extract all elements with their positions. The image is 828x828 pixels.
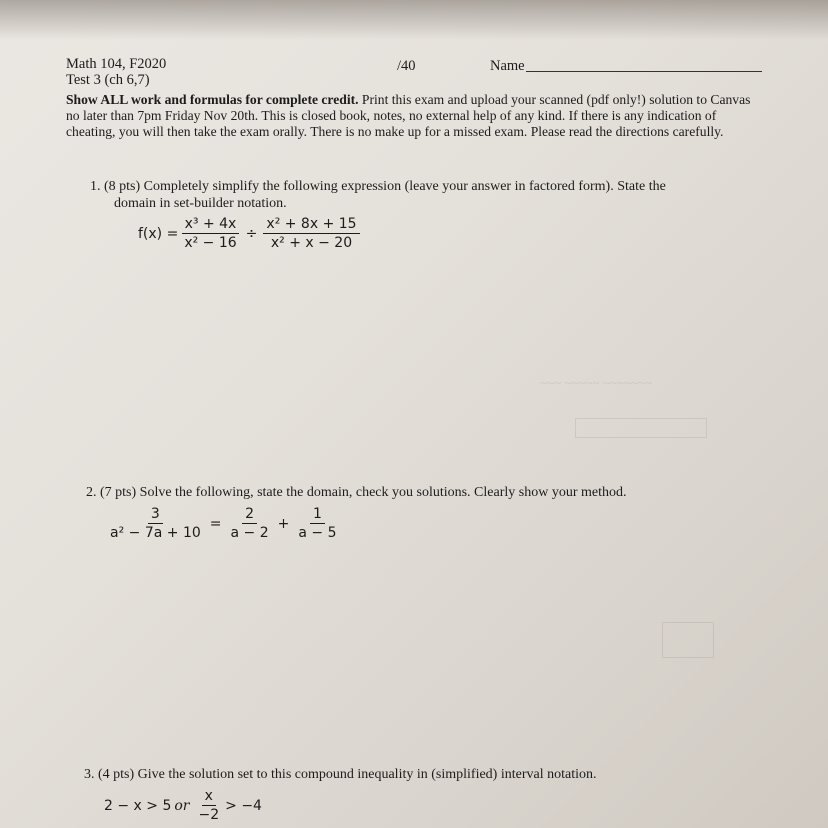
question-3-number: 3. [84,767,95,782]
question-1-text-2: domain in set-builder notation. [114,196,287,211]
question-1 [90,178,750,212]
question-2-equation [104,506,342,541]
instructions [66,92,756,140]
question-2-number: 2. [86,485,97,500]
name-blank-line [526,71,762,72]
numerator: 2 [242,506,257,524]
function-label: f(x) = [138,225,179,242]
question-3 [84,766,744,783]
course-title: Math 104, F2020 [66,56,167,72]
numerator: x² + 8x + 15 [263,216,359,234]
question-1-expression [138,216,363,251]
numerator: x [202,788,216,806]
fraction [228,506,272,541]
denominator: a − 5 [298,525,337,541]
page-shadow [0,0,828,40]
name-label: Name [490,58,525,74]
plus-sign: + [277,515,290,532]
numerator: 1 [310,506,325,524]
fraction [295,506,339,541]
question-3-inequality [104,788,262,823]
bleed-through-mark: ~~~ ~~~~~ ~~~~~~~ [540,375,652,390]
question-3-text: (4 pts) Give the solution set to this compound inequality in (simplified) interval notation. [98,767,597,782]
test-title: Test 3 (ch 6,7) [66,72,150,88]
question-1-text: (8 pts) Completely simplify the following expression (leave your answer in factored form). State the [104,179,666,194]
numerator: x³ + 4x [182,216,240,234]
or-word: or [174,797,190,814]
score-field: /40 [397,58,416,74]
divide-operator: ÷ [245,225,258,242]
question-2 [86,484,746,501]
numerator: 3 [148,506,163,524]
fraction [181,216,239,251]
instructions-text: Print this exam and upload your scanned (pdf only!) solution to Canvas no later than 7pm Friday Nov 20th. This is closed book, notes, no external help of any kind. If there is any indication of cheating, you will then take the exam orally. There is no make up for a missed exam. Please read the directions carefully. [66,92,751,139]
question-1-number: 1. [90,179,101,194]
inequality-part-1: 2 − x > 5 [104,797,172,814]
instructions-bold: Show ALL work and formulas for complete credit. [66,92,359,107]
denominator: −2 [198,807,220,823]
denominator: a − 2 [230,525,269,541]
equals-sign: = [209,515,222,532]
bleed-through-box [575,418,707,438]
fraction [107,506,204,541]
denominator: x² − 16 [184,235,237,251]
fraction [263,216,359,251]
fraction [196,788,223,823]
denominator: x² + x − 20 [270,235,353,251]
inequality-part-2: > −4 [225,797,262,814]
bleed-through-box [662,622,714,658]
denominator: a² − 7a + 10 [110,525,201,541]
question-2-text: (7 pts) Solve the following, state the domain, check you solutions. Clearly show your method. [100,485,627,500]
